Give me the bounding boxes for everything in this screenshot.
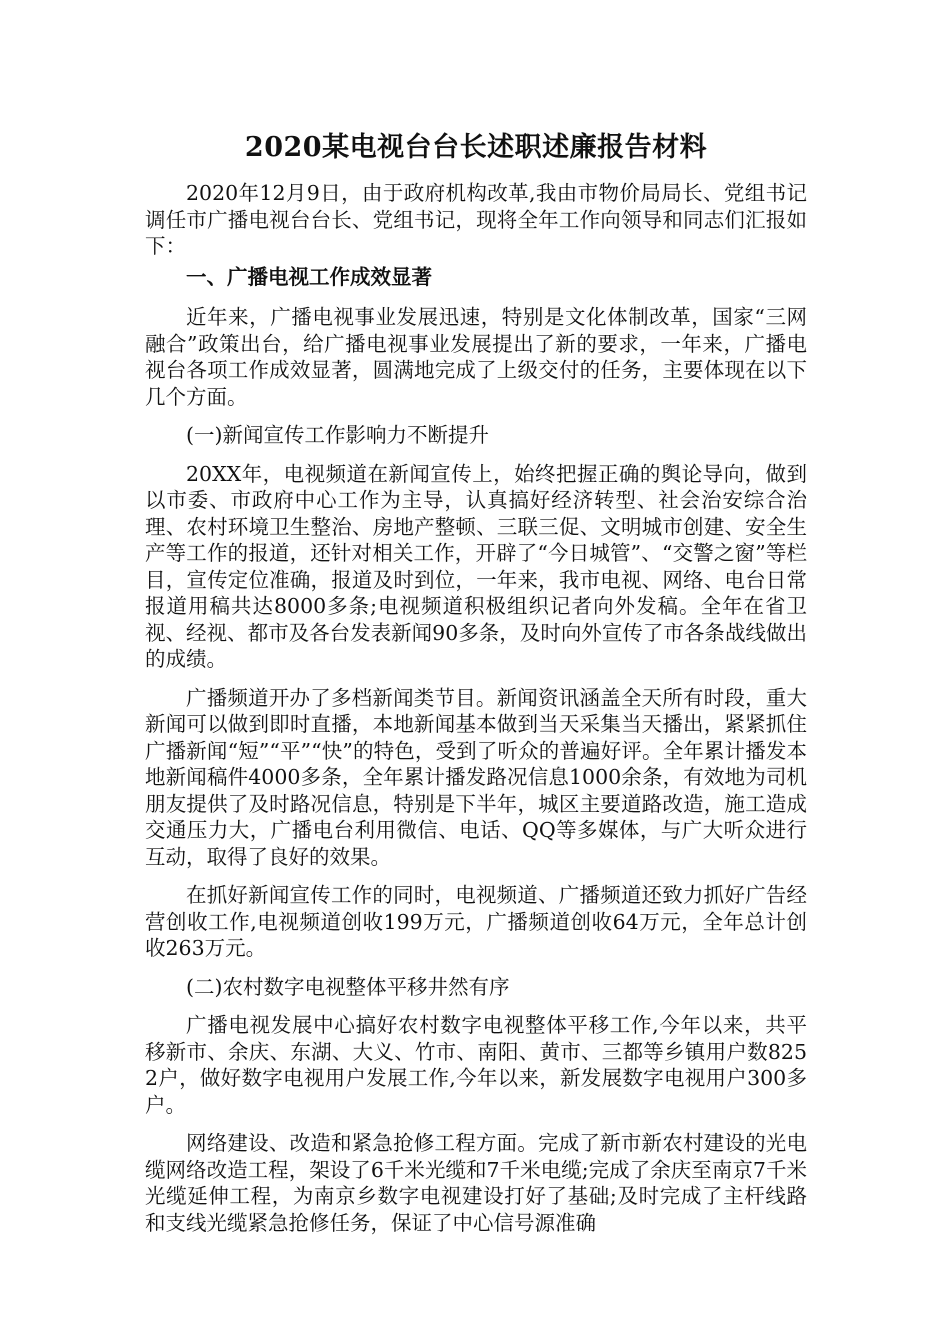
- document-title: 2020某电视台台长述职述廉报告材料: [244, 132, 708, 163]
- subsection2-paragraph-2: 网络建设、改造和紧急抢修工程方面。完成了新市新农村建设的光电缆网络改造工程，架设了6千米光缆和7千米电缆;完成了余庆至南京7千米光缆延伸工程，为南京乡数字电视建设打好了基础;及时完成了主杆线路和支线光缆紧急抢修任务，保证了中心信号源准确: [145, 1131, 807, 1235]
- subsection1-paragraph-2: 广播频道开办了多档新闻类节目。新闻资讯涵盖全天所有时段，重大新闻可以做到即时直播，本地新闻基本做到当天采集当天播出，紧紧抓住广播新闻“短”“平”“快”的特色，受到了听众的普遍好评。全年累计播发本地新闻稿件4000多条，全年累计播发路况信息1000余条，有效地为司机朋友提供了及时路况信息，特别是下半年，城区主要道路改造，施工造成交通压力大，广播电台利用微信、电话、QQ等多媒体，与广大听众进行互动，取得了良好的效果。: [145, 685, 807, 869]
- subsection-heading-2: (二)农村数字电视整体平移井然有序: [186, 974, 510, 999]
- section-heading-1: 一、广播电视工作成效显著: [186, 264, 432, 289]
- intro-paragraph: 2020年12月9日，由于政府机构改革,我由市物价局局长、党组书记调任市广播电视台台长、党组书记，现将全年工作向领导和同志们汇报如下：: [145, 181, 807, 258]
- subsection1-paragraph-1: 20XX年，电视频道在新闻宣传上，始终把握正确的舆论导向，做到以市委、市政府中心工作为主导，认真搞好经济转型、社会治安综合治理、农村环境卫生整治、房地产整顿、三联三促、文明城市创建、安全生产等工作的报道，还针对相关工作，开辟了“今日城管”、“交警之窗”等栏目，宣传定位准确，报道及时到位，一年来，我市电视、网络、电台日常报道用稿共达8000多条;电视频道积极组织记者向外发稿。全年在省卫视、经视、都市及各台发表新闻90多条，及时向外宣传了市各条战线做出的成绩。: [145, 461, 807, 671]
- subsection1-paragraph-3: 在抓好新闻宣传工作的同时，电视频道、广播频道还致力抓好广告经营创收工作,电视频道创收199万元，广播频道创收64万元，全年总计创收263万元。: [145, 883, 807, 960]
- subsection-heading-1: (一)新闻宣传工作影响力不断提升: [186, 423, 489, 447]
- subsection2-paragraph-1: 广播电视发展中心搞好农村数字电视整体平移工作,今年以来，共平移新市、余庆、东湖、大义、竹市、南阳、黄市、三都等乡镇用户数8252户，做好数字电视用户发展工作,今年以来，新发展数字电视用户300多户。: [145, 1013, 807, 1117]
- section1-paragraph-1: 近年来，广播电视事业发展迅速，特别是文化体制改革，国家“三网融合”政策出台，给广播电视事业发展提出了新的要求，一年来，广播电视台各项工作成效显著，圆满地完成了上级交付的任务，主要体现在以下几个方面。: [145, 305, 807, 409]
